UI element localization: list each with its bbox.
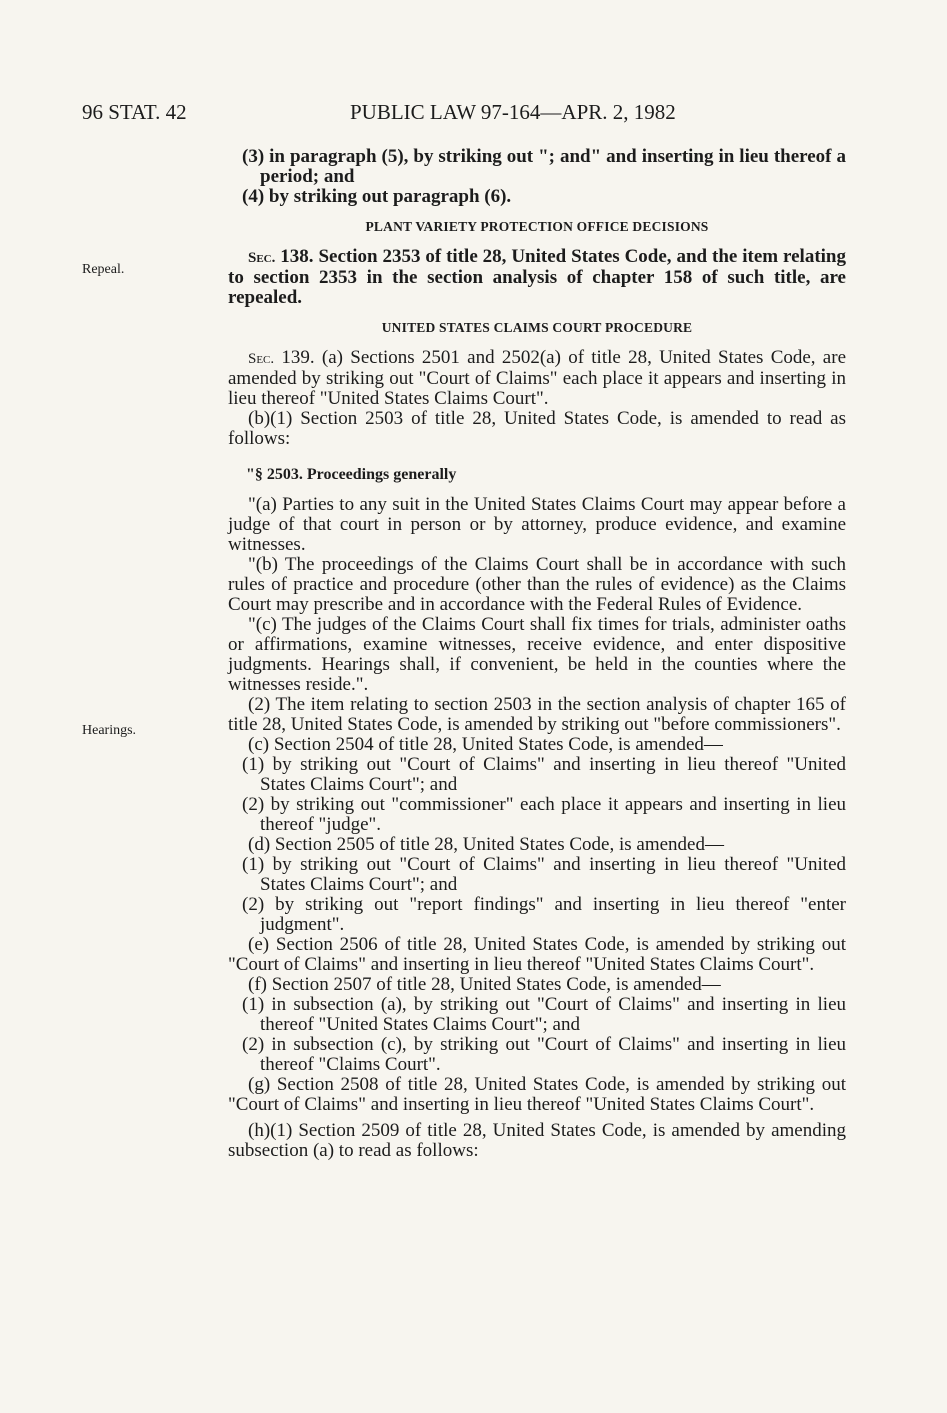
section-139-c2: (2) by striking out "commissioner" each place it appears and inserting in lieu thereof "judge".: [242, 794, 846, 835]
section-2503-heading: "§ 2503. Proceedings generally: [246, 466, 457, 483]
section-139-b2: (2) The item relating to section 2503 in the section analysis of chapter 165 of title 28, United States Code, is amended by striking out "before commissioners".: [228, 694, 846, 735]
quoted-2503-a: "(a) Parties to any suit in the United States Claims Court may appear before a judge of that court in person or by attorney, produce evidence, and examine witnesses.: [228, 494, 846, 555]
section-139-f1: (1) in subsection (a), by striking out "Court of Claims" and inserting in lieu thereof "United States Claims Court"; and: [242, 994, 846, 1035]
section-139-e: (e) Section 2506 of title 28, United States Code, is amended by striking out "Court of Claims" and inserting in lieu thereof "United States Claims Court".: [228, 934, 846, 975]
section-138: [228, 247, 846, 308]
section-139-b1: (b)(1) Section 2503 of title 28, United States Code, is amended to read as follows:: [228, 408, 846, 449]
heading-plant-variety: PLANT VARIETY PROTECTION OFFICE DECISIONS: [365, 219, 709, 234]
item-4: (4) by striking out paragraph (6).: [242, 186, 512, 207]
page-header: [82, 100, 847, 130]
section-139-g: (g) Section 2508 of title 28, United States Code, is amended by striking out "Court of Claims" and inserting in lieu thereof "United States Claims Court".: [228, 1074, 846, 1115]
section-139-f2: (2) in subsection (c), by striking out "Court of Claims" and inserting in lieu thereof "Claims Court".: [242, 1034, 846, 1075]
section-139-f: (f) Section 2507 of title 28, United States Code, is amended—: [248, 974, 721, 995]
heading-claims-court: UNITED STATES CLAIMS COURT PROCEDURE: [381, 320, 693, 335]
section-139-a: [228, 348, 846, 409]
section-139-a-text: 139. (a) Sections 2501 and 2502(a) of title 28, United States Code, are amended by striking out "Court of Claims" each place it appears and inserting in lieu thereof "United States Claims Court".: [228, 347, 846, 409]
section-139-h1: (h)(1) Section 2509 of title 28, United States Code, is amended by amending subsection (a) to read as follows:: [228, 1120, 846, 1161]
section-139-d: (d) Section 2505 of title 28, United States Code, is amended—: [248, 834, 724, 855]
stat-citation: 96 STAT. 42: [82, 100, 187, 124]
margin-note-hearings: Hearings.: [82, 723, 137, 738]
quoted-2503-b: "(b) The proceedings of the Claims Court shall be in accordance with such rules of practice and procedure (other than the rules of evidence) as the Claims Court may prescribe and in accordance with the Federal Rules of Evidence.: [228, 554, 846, 615]
sec-label: Sec.: [248, 250, 276, 266]
section-138-text: 138. Section 2353 of title 28, United States Code, and the item relating to section 2353 in the section analysis of chapter 158 of such title, are repealed.: [228, 246, 846, 308]
document-body: [228, 147, 846, 1161]
section-139-d1: (1) by striking out "Court of Claims" and inserting in lieu thereof "United States Claims Court"; and: [242, 854, 846, 895]
section-139-c: (c) Section 2504 of title 28, United States Code, is amended—: [248, 734, 723, 755]
item-3: (3) in paragraph (5), by striking out "; and" and inserting in lieu thereof a period; and: [242, 146, 846, 187]
section-139-d2: (2) by striking out "report findings" and inserting in lieu thereof "enter judgment".: [242, 894, 846, 935]
margin-note-repeal: Repeal.: [82, 262, 125, 277]
sec-label: Sec.: [248, 351, 275, 367]
quoted-2503-c: "(c) The judges of the Claims Court shall fix times for trials, administer oaths or affirmations, examine witnesses, receive evidence, and enter dispositive judgments. Hearings shall, if convenient, be held in the counties where the witnesses reside.".: [228, 614, 846, 695]
public-law-title: PUBLIC LAW 97-164—APR. 2, 1982: [350, 100, 676, 124]
section-139-c1: (1) by striking out "Court of Claims" and inserting in lieu thereof "United States Claims Court"; and: [242, 754, 846, 795]
